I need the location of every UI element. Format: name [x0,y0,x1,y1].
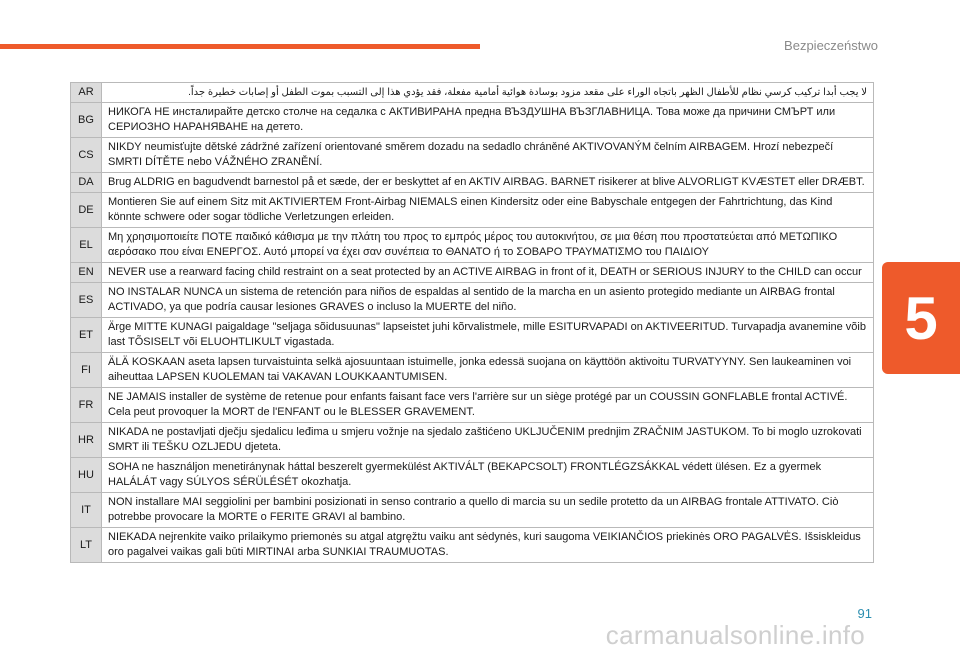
table-row [71,138,874,173]
language-code: HR [71,423,102,458]
page-number: 91 [857,606,872,621]
warning-text: NON installare MAI seggiolini per bambini posizionati in senso contrario a quello di marcia su un sedile protetto da un AIRBAG frontale ATTIVATO. Ciò potrebbe provocare la MORTE o FERITE GRAVI al bambino. [102,493,874,528]
watermark: carmanualsonline.info [605,620,865,650]
language-code: CS [71,138,102,173]
table-row [71,528,874,563]
language-code: DA [71,173,102,193]
warning-text: НИКОГА НЕ инсталирайте детско столче на седалка с АКТИВИРАНА предна ВЪЗДУШНА ВЪЗГЛАВНИЦА. Това може да причини СМЪРТ или СЕРИОЗНО НАРАНЯВАНЕ на детето. [102,103,874,138]
airbag-warning-table [70,82,874,563]
table-row [71,353,874,388]
warning-text: لا يجب أبدا تركيب كرسي نظام للأطفال الظهر باتجاه الوراء على مقعد مزود بوسادة هوائية أمامية مفعلة، فقد يؤدي هذا إلى التسبب بموت الطفل أو إصابات خطيرة جداً. [102,83,874,103]
table-row [71,83,874,103]
top-accent-bar [0,44,480,49]
table-row [71,103,874,138]
section-title: Bezpieczeństwo [784,38,878,53]
table-row [71,173,874,193]
warning-text: NO INSTALAR NUNCA un sistema de retención para niños de espaldas al sentido de la marcha en un asiento protegido mediante un AIRBAG frontal ACTIVADO, ya que podría causar lesiones GRAVES o incluso la MUERTE del niño. [102,283,874,318]
table-row [71,458,874,493]
warning-text: ÄLÄ KOSKAAN aseta lapsen turvaistuinta selkä ajosuuntaan istuimelle, jonka edessä suojana on käyttöön aktivoitu TURVATYYNY. Sen laukeaminen voi aiheuttaa LAPSEN KUOLEMAN tai VAKAVAN LOUKKAANTUMISEN. [102,353,874,388]
warning-text: NE JAMAIS installer de système de retenue pour enfants faisant face vers l'arrière sur un siège protégé par un COUSSIN GONFLABLE frontal ACTIVÉ. Cela peut provoquer la MORT de l'ENFANT ou le BLESSER GRAVEMENT. [102,388,874,423]
table-row [71,283,874,318]
warning-text: NEVER use a rearward facing child restraint on a seat protected by an ACTIVE AIRBAG in front of it, DEATH or SERIOUS INJURY to the CHILD can occur [102,263,874,283]
table-row [71,318,874,353]
warning-text: NIEKADA nejrenkite vaiko prilaikymo priemonės su atgal atgręžtu vaiku ant sėdynės, kuri saugoma VEIKIANČIOS priekinės ORO PAGALVĖS. Išsiskleidus oro pagalvei vaikas gali būti MIRTINAI arba SUNKIAI TRAUMUOTAS. [102,528,874,563]
language-code: EL [71,228,102,263]
language-code: DE [71,193,102,228]
warning-text: NIKDY neumisťujte dětské zádržné zařízení orientované směrem dozadu na sedadlo chráněné AKTIVOVANÝM čelním AIRBAGEM. Hrozí nebezpečí SMRTI DÍTĚTE nebo VÁŽNÉHO ZRANĚNÍ. [102,138,874,173]
table-row [71,263,874,283]
language-code: IT [71,493,102,528]
warning-text: Montieren Sie auf einem Sitz mit AKTIVIERTEM Front-Airbag NIEMALS einen Kindersitz oder eine Babyschale entgegen der Fahrtrichtung, das Kind könnte schwere oder sogar tödliche Verletzungen erleiden. [102,193,874,228]
language-code: HU [71,458,102,493]
warning-text: Μη χρησιμοποιείτε ΠΟΤΕ παιδικό κάθισμα με την πλάτη του προς το εμπρός μέρος του αυτοκινήτου, σε μια θέση που προστατεύεται από ΜΕΤΩΠΙΚΟ αερόσακο που είναι ΕΝΕΡΓΟΣ. Αυτό μπορεί να έχει σαν συνέπεια το ΘΑΝΑΤΟ ή το ΣΟΒΑΡΟ ΤΡΑΥΜΑΤΙΣΜΟ του ΠΑΙΔΙΟΥ [102,228,874,263]
language-code: ET [71,318,102,353]
language-code: AR [71,83,102,103]
language-code: LT [71,528,102,563]
table-row [71,193,874,228]
warning-text: Ärge MITTE KUNAGI paigaldage "seljaga sõidusuunas" lapseistet juhi kõrvalistmele, mille ESITURVAPADI on AKTIVEERITUD. Turvapadja avanemine võib last TÕSISELT või ELUOHTLIKULT vigastada. [102,318,874,353]
language-code: FI [71,353,102,388]
language-code: FR [71,388,102,423]
table-row [71,228,874,263]
table-row [71,423,874,458]
language-code: ES [71,283,102,318]
chapter-tab: 5 [882,262,960,374]
table-row [71,388,874,423]
language-code: EN [71,263,102,283]
warning-text: NIKADA ne postavljati dječju sjedalicu leđima u smjeru vožnje na sjedalo zaštićeno UKLJUČENIM prednjim ZRAČNIM JASTUKOM. To bi moglo uzrokovati SMRT ili TEŠKU OZLJEDU djeteta. [102,423,874,458]
warning-text: SOHA ne használjon menetiránynak háttal beszerelt gyermekülést AKTIVÁLT (BEKAPCSOLT) FRONTLÉGZSÁKKAL védett ülésen. Ez a gyermek HALÁLÁT vagy SÚLYOS SÉRÜLÉSÉT okozhatja. [102,458,874,493]
language-code: BG [71,103,102,138]
warning-text: Brug ALDRIG en bagudvendt barnestol på et sæde, der er beskyttet af en AKTIV AIRBAG. BARNET risikerer at blive ALVORLIGT KVÆSTET eller DRÆBT. [102,173,874,193]
table-row [71,493,874,528]
